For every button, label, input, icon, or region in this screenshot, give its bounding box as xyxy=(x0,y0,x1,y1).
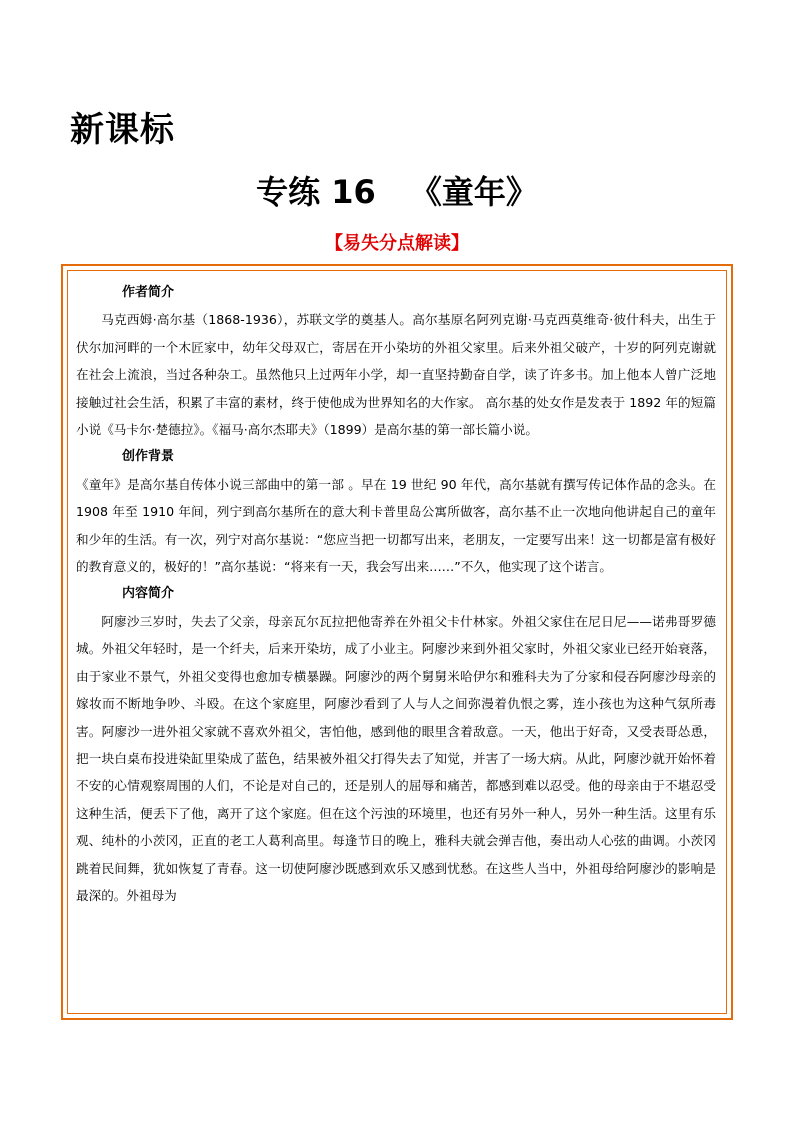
content-frame xyxy=(61,264,733,1020)
section-heading-background: 创作背景 xyxy=(122,449,175,465)
content-frame-inner xyxy=(67,270,727,1014)
page-title xyxy=(0,170,794,214)
section-heading-summary: 内容简介 xyxy=(122,586,175,602)
title-book: 《童年》 xyxy=(409,173,538,211)
section-subtitle: 【易失分点解读】 xyxy=(325,233,469,254)
section-body-summary: 阿廖沙三岁时，失去了父亲，母亲瓦尔瓦拉把他寄养在外祖父卡什林家。外祖父家住在尼日尼——诺弗哥罗德城。外祖父年轻时，是一个纤夫，后来开染坊，成了小业主。阿廖沙来到外祖父家时，外祖父家业已经开始衰落，由于家业不景气，外祖父变得也愈加专横暴躁。阿廖沙的两个舅舅米哈伊尔和雅科夫为了分家和侵吞阿廖沙母亲的嫁妆而不断地争吵、斗殴。在这个家庭里，阿廖沙看到了人与人之间弥漫着仇恨之雾，连小孩也为这种气氛所毒害。阿廖沙一进外祖父家就不喜欢外祖父，害怕他，感到他的眼里含着敌意。一天，他出于好奇，又受表哥怂恿，把一块白桌布投进染缸里染成了蓝色，结果被外祖父打得失去了知觉，并害了一场大病。从此，阿廖沙就开始怀着不安的心情观察周围的人们，不论是对自己的，还是别人的屈辱和痛苦，都感到难以忍受。他的母亲由于不堪忍受这种生活，便丢下了他，离开了这个家庭。但在这个污浊的环境里，也还有另外一种人，另外一种生活。这里有乐观、纯朴的小茨冈，正直的老工人葛利高里。每逢节日的晚上，雅科夫就会弹吉他，奏出动人心弦的曲调。小茨冈跳着民间舞，犹如恢复了青春。这一切使阿廖沙既感到欢乐又感到忧愁。在这些人当中，外祖母给阿廖沙的影响是最深的。外祖母为 xyxy=(76,613,716,903)
content-body xyxy=(68,271,726,909)
section-body-background: 《童年》是高尔基自传体小说三部曲中的第一部 。早在 19 世纪 90 年代，高尔基就有撰写传记体作品的念头。在 1908 年至 1910 年间，列宁到高尔基所在的意大利卡普里岛公寓所做客，高尔基不止一次地向他讲起自己的童年和少年的生活。有一次，列宁对高尔基说：“您应当把一切都写出来，老朋友，一定要写出来！这一切都是富有极好的教育意义的，极好的！”高尔基说：“将来有一天，我会写出来……”不久，他实现了这个诺言。 xyxy=(76,476,716,575)
section-body-author: 马克西姆·高尔基（1868-1936），苏联文学的奠基人。高尔基原名阿列克谢·马克西莫维奇·彼什科夫，出生于伏尔加河畔的一个木匠家中，幼年父母双亡，寄居在开小染坊的外祖父家里。后来外祖父破产，十岁的阿列克谢就在社会上流浪，当过各种杂工。虽然他只上过两年小学，却一直坚持勤奋自学，读了许多书。加上他本人曾广泛地接触过社会生活，积累了丰富的素材，终于使他成为世界知名的大作家。 高尔基的处女作是发表于 1892 年的短篇小说《马卡尔·楚德拉》。《福马·高尔杰耶夫》（1899）是高尔基的第一部长篇小说。 xyxy=(76,312,716,438)
title-prefix: 专练 16 xyxy=(256,173,376,211)
section-heading-author: 作者简介 xyxy=(122,285,175,300)
brand-label: 新课标 xyxy=(70,110,175,150)
